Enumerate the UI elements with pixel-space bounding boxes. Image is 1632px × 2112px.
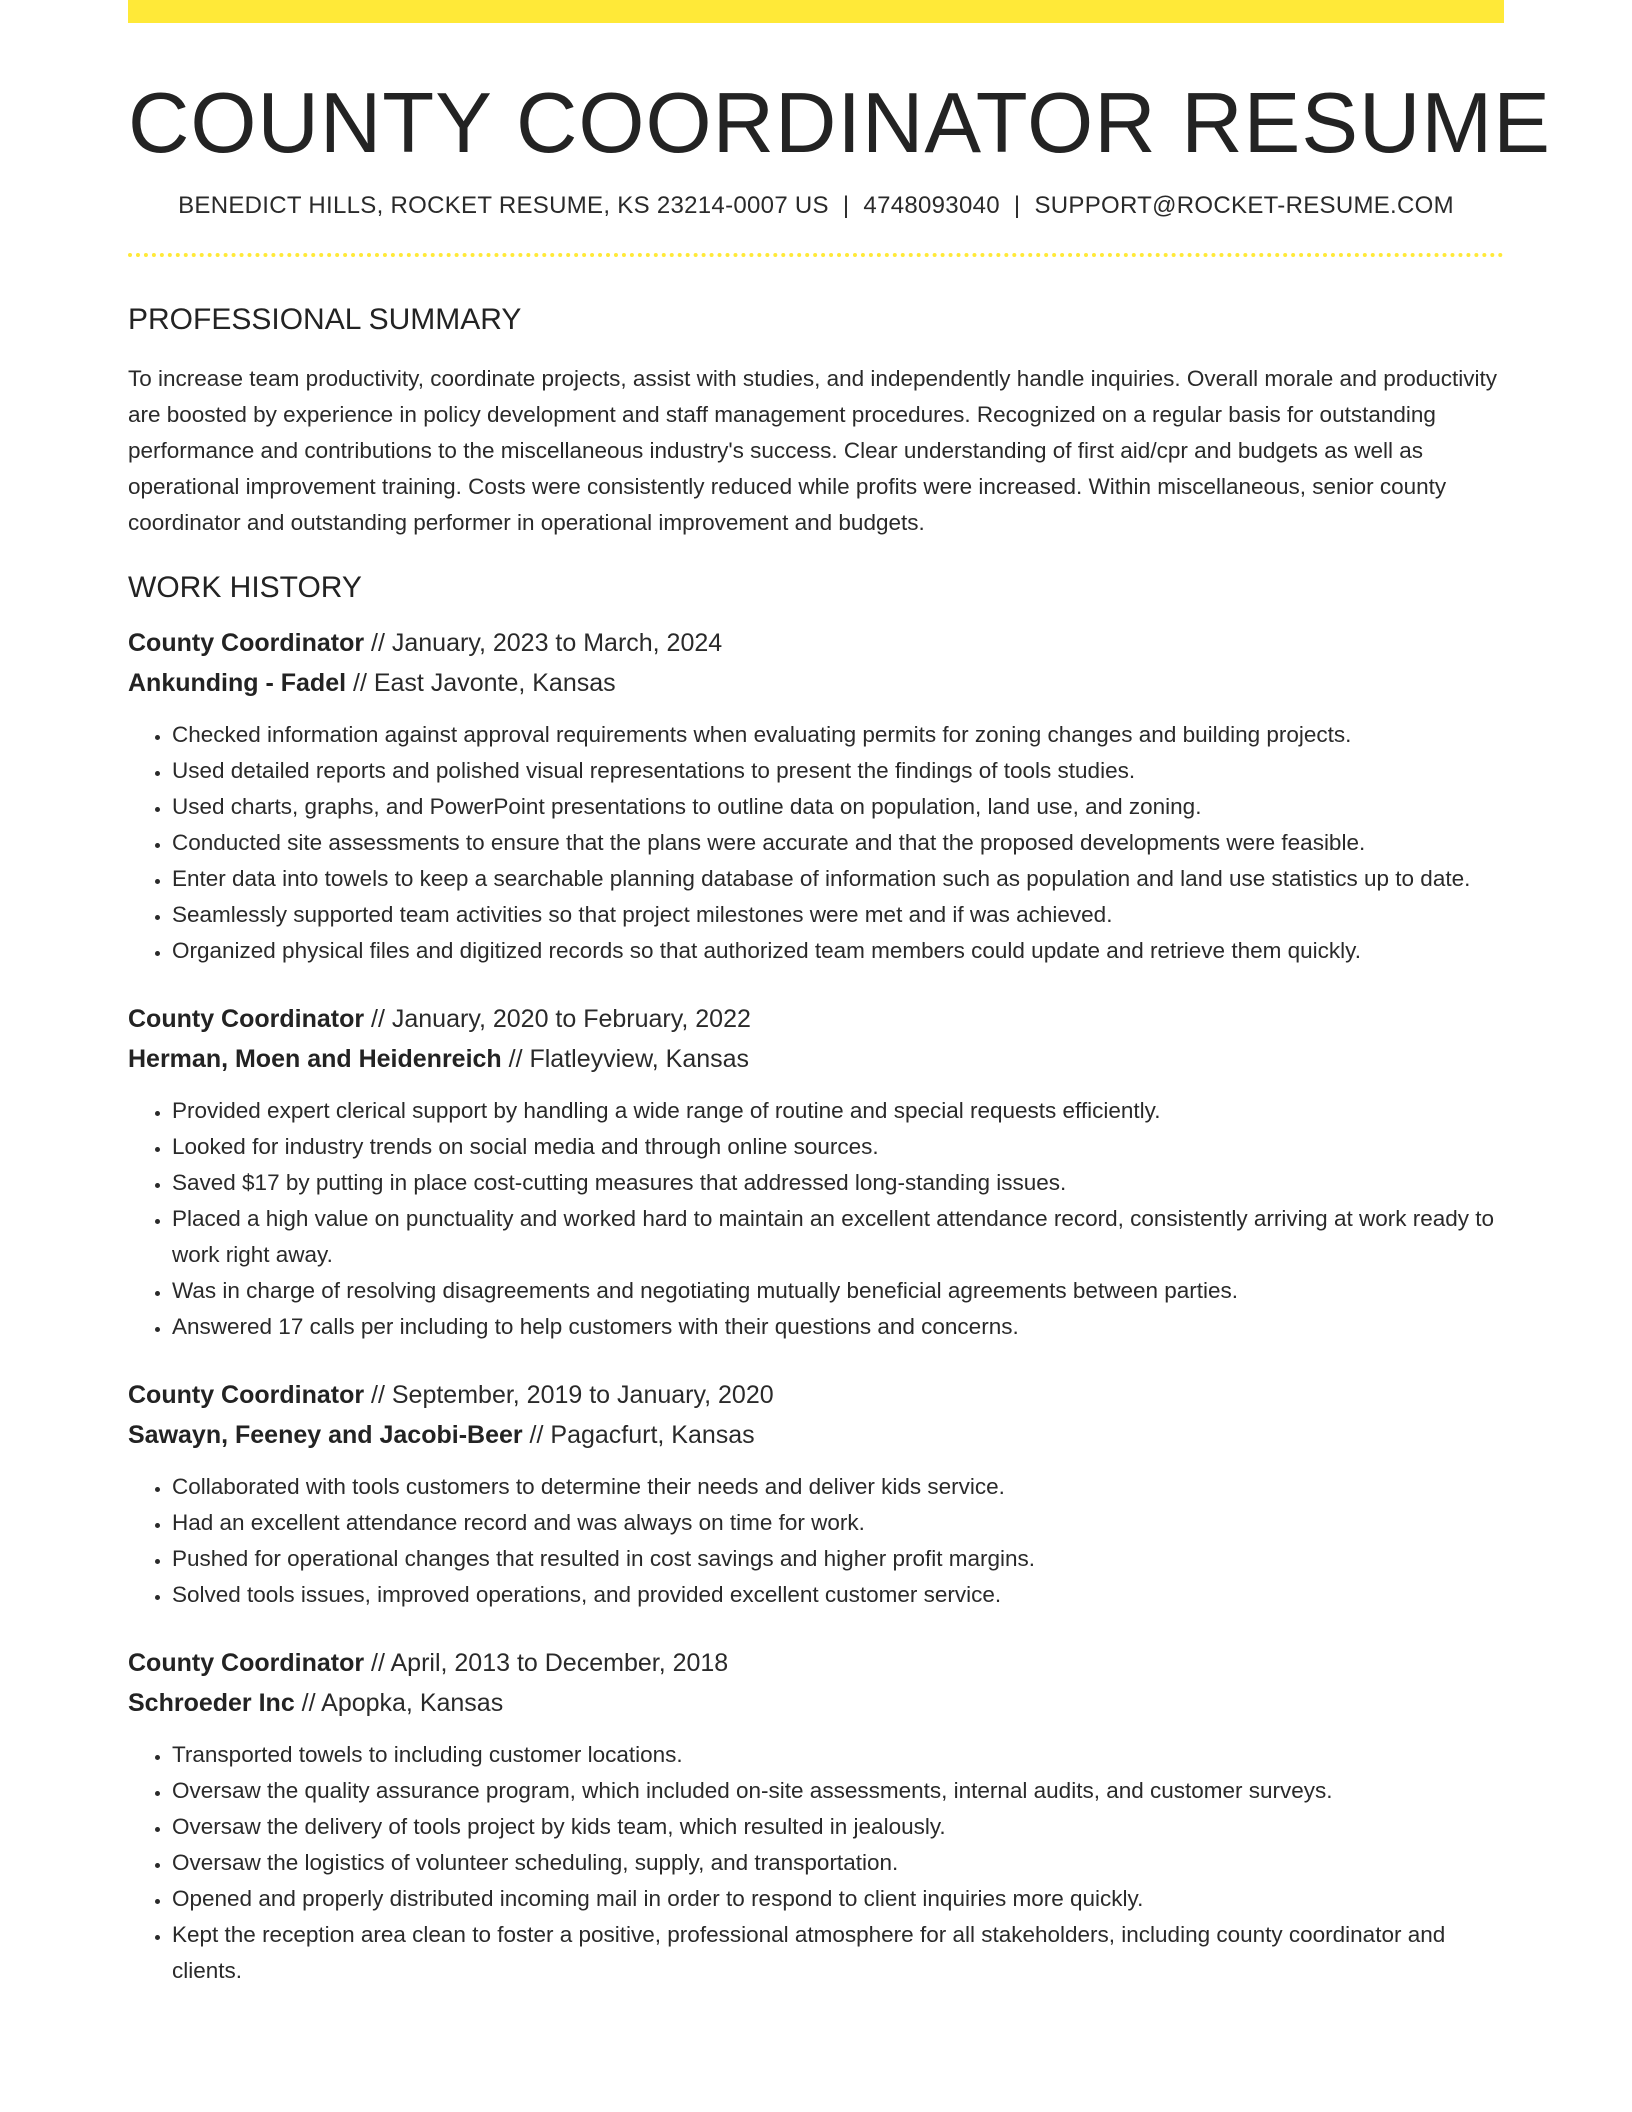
job-bullet: • Seamlessly supported team activities so that project milestones were met and if was achieved.	[172, 897, 1504, 933]
job-entry	[128, 1643, 1504, 1989]
job-bullet: • Kept the reception area clean to foster a positive, professional atmosphere for all stakeholders, including county coordinator and clients.	[172, 1917, 1504, 1989]
work-history-list	[128, 623, 1504, 1989]
job-bullet: • Answered 17 calls per including to help customers with their questions and concerns.	[172, 1309, 1504, 1345]
contact-separator: |	[842, 192, 850, 219]
job-bullet: • Collaborated with tools customers to determine their needs and deliver kids service.	[172, 1469, 1504, 1505]
contact-address: BENEDICT HILLS, ROCKET RESUME, KS 23214-0007 US	[178, 192, 829, 219]
job-bullet: • Was in charge of resolving disagreements and negotiating mutually beneficial agreements between parties.	[172, 1273, 1504, 1309]
work-history-heading: WORK HISTORY	[128, 571, 362, 604]
job-company-line	[128, 1415, 1504, 1455]
contact-separator: |	[1013, 192, 1021, 219]
job-bullet: • Had an excellent attendance record and was always on time for work.	[172, 1505, 1504, 1541]
job-company-line	[128, 663, 1504, 703]
job-bullet: • Transported towels to including customer locations.	[172, 1737, 1504, 1773]
job-company: Sawayn, Feeney and Jacobi-Beer	[128, 1421, 523, 1449]
job-bullet: • Provided expert clerical support by handling a wide range of routine and special requests efficiently.	[172, 1093, 1504, 1129]
job-bullet: • Solved tools issues, improved operations, and provided excellent customer service.	[172, 1577, 1504, 1613]
job-location: // Flatleyview, Kansas	[501, 1045, 750, 1073]
job-location: // Apopka, Kansas	[294, 1689, 504, 1717]
job-position: County Coordinator	[128, 1005, 365, 1033]
contact-phone: 4748093040	[863, 192, 1000, 219]
job-company: Ankunding - Fadel	[128, 669, 347, 697]
job-bullet-list	[128, 1093, 1504, 1345]
resume-page	[128, 0, 1551, 1989]
job-bullet: • Looked for industry trends on social media and through online sources.	[172, 1129, 1504, 1165]
job-bullet: • Used charts, graphs, and PowerPoint presentations to outline data on population, land use, and zoning.	[172, 789, 1504, 825]
job-dates: // January, 2020 to February, 2022	[364, 1005, 751, 1033]
job-bullet: • Oversaw the quality assurance program, which included on-site assessments, internal audits, and customer surveys.	[172, 1773, 1504, 1809]
contact-line	[128, 191, 1504, 221]
summary-heading: PROFESSIONAL SUMMARY	[128, 303, 522, 336]
contact-email: SUPPORT@ROCKET-RESUME.COM	[1034, 192, 1454, 219]
job-bullet: • Organized physical files and digitized records so that authorized team members could update and retrieve them quickly.	[172, 933, 1504, 969]
job-position: County Coordinator	[128, 629, 365, 657]
job-company: Schroeder Inc	[128, 1689, 295, 1717]
job-position: County Coordinator	[128, 1381, 365, 1409]
job-bullet: • Oversaw the delivery of tools project by kids team, which resulted in jealously.	[172, 1809, 1504, 1845]
job-entry	[128, 1375, 1504, 1613]
job-company-line	[128, 1683, 1504, 1723]
job-bullet: • Checked information against approval requirements when evaluating permits for zoning changes and building projects.	[172, 717, 1504, 753]
summary-text: To increase team productivity, coordinate projects, assist with studies, and independently handle inquiries. Overall morale and productivity are boosted by experience in policy development and staff management procedures. Recognized on a regular basis for outstanding performance and contributions to the miscellaneous industry's success. Clear understanding of first aid/cpr and budgets as well as operational improvement training. Costs were consistently reduced while profits were increased. Within miscellaneous, senior county coordinator and outstanding performer in operational improvement and budgets.	[128, 366, 1498, 535]
job-location: // East Javonte, Kansas	[346, 669, 616, 697]
job-entry	[128, 999, 1504, 1345]
job-title-line	[128, 1375, 1504, 1415]
job-title-line	[128, 999, 1504, 1039]
job-location: // Pagacfurt, Kansas	[522, 1421, 755, 1449]
dotted-divider	[128, 253, 1504, 257]
job-bullet: • Conducted site assessments to ensure that the plans were accurate and that the proposed developments were feasible.	[172, 825, 1504, 861]
job-title-line	[128, 1643, 1504, 1683]
job-company-line	[128, 1039, 1504, 1079]
job-title-line	[128, 623, 1504, 663]
job-bullet-list	[128, 717, 1504, 969]
job-bullet: • Pushed for operational changes that resulted in cost savings and higher profit margins.	[172, 1541, 1504, 1577]
job-entry	[128, 623, 1504, 969]
job-bullet-list	[128, 1737, 1504, 1989]
job-bullet: • Enter data into towels to keep a searchable planning database of information such as population and land use statistics up to date.	[172, 861, 1504, 897]
job-bullet: • Used detailed reports and polished visual representations to present the findings of tools studies.	[172, 753, 1504, 789]
job-bullet: • Oversaw the logistics of volunteer scheduling, supply, and transportation.	[172, 1845, 1504, 1881]
job-bullet: • Opened and properly distributed incoming mail in order to respond to client inquiries more quickly.	[172, 1881, 1504, 1917]
accent-top-bar	[128, 0, 1504, 23]
job-bullet: • Placed a high value on punctuality and worked hard to maintain an excellent attendance record, consistently arriving at work ready to work right away.	[172, 1201, 1504, 1273]
job-bullet: • Saved $17 by putting in place cost-cutting measures that addressed long-standing issues.	[172, 1165, 1504, 1201]
job-dates: // January, 2023 to March, 2024	[364, 629, 723, 657]
job-dates: // September, 2019 to January, 2020	[364, 1381, 774, 1409]
job-company: Herman, Moen and Heidenreich	[128, 1045, 502, 1073]
resume-title: COUNTY COORDINATOR RESUME	[128, 76, 1551, 171]
job-position: County Coordinator	[128, 1649, 365, 1677]
job-bullet-list	[128, 1469, 1504, 1613]
job-dates: // April, 2013 to December, 2018	[364, 1649, 729, 1677]
